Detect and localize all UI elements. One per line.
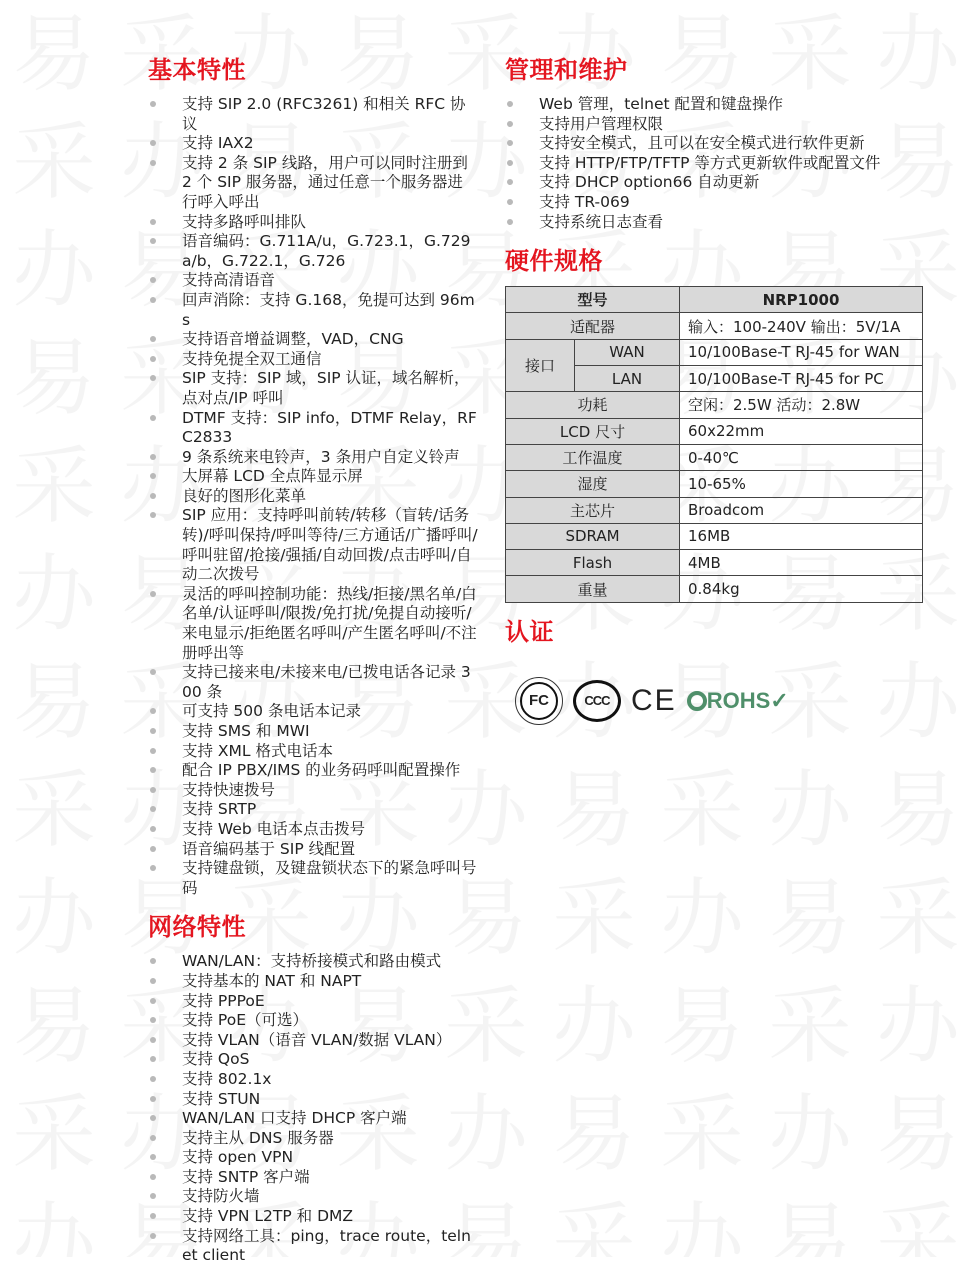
wan-label: WAN <box>575 339 680 365</box>
ccc-logo-icon: CCC <box>573 680 621 722</box>
list-item: 支持 STUN <box>148 1090 478 1110</box>
list-item: 支持 PoE（可选） <box>148 1011 478 1031</box>
list-item: 支持 VLAN（语音 VLAN/数据 VLAN） <box>148 1031 478 1051</box>
management-title: 管理和维护 <box>505 56 628 84</box>
basic-features-title: 基本特性 <box>148 56 246 84</box>
lan-label: LAN <box>575 366 680 392</box>
network-features-title: 网络特性 <box>148 913 246 942</box>
list-item: 支持 QoS <box>148 1050 478 1070</box>
table-row <box>506 418 923 444</box>
port-label: 接口 <box>506 339 575 392</box>
list-item: 支持基本的 NAT 和 NAPT <box>148 972 478 992</box>
list-item: Web 管理，telnet 配置和键盘操作 <box>505 95 925 115</box>
spec-label: Flash <box>506 550 680 576</box>
list-item: 支持主从 DNS 服务器 <box>148 1129 478 1149</box>
list-item: 支持 TR-069 <box>505 193 925 213</box>
table-row <box>506 313 923 339</box>
spec-value: 60x22mm <box>680 418 923 444</box>
spec-value: Broadcom <box>680 497 923 523</box>
list-item: 配合 IP PBX/IMS 的业务码呼叫配置操作 <box>148 761 478 781</box>
network-features-list <box>148 952 478 1266</box>
spec-value: 空闲：2.5W 活动：2.8W <box>680 392 923 418</box>
list-item: 支持 IAX2 <box>148 134 478 154</box>
table-row <box>506 471 923 497</box>
spec-value: 0-40℃ <box>680 444 923 470</box>
list-item: 支持系统日志查看 <box>505 213 925 233</box>
table-row <box>506 576 923 602</box>
list-item: SIP 支持：SIP 域，SIP 认证，域名解析，点对点/IP 呼叫 <box>148 369 478 408</box>
hardware-title: 硬件规格 <box>505 247 603 276</box>
table-row <box>506 497 923 523</box>
spec-label: 重量 <box>506 576 680 602</box>
spec-label: LCD 尺寸 <box>506 418 680 444</box>
spec-label: 功耗 <box>506 392 680 418</box>
list-item: 支持 SNTP 客户端 <box>148 1168 478 1188</box>
list-item: 支持多路呼叫排队 <box>148 213 478 233</box>
list-item: 支持语音增益调整，VAD，CNG <box>148 330 478 350</box>
spec-label: 工作温度 <box>506 444 680 470</box>
list-item: 支持高清语音 <box>148 271 478 291</box>
list-item: 支持 SIP 2.0 (RFC3261) 和相关 RFC 协议 <box>148 95 478 134</box>
list-item: DTMF 支持：SIP info，DTMF Relay，RFC2833 <box>148 409 478 448</box>
table-row <box>506 287 923 313</box>
table-row <box>506 523 923 549</box>
list-item: 语音编码：G.711A/u，G.723.1，G.729a/b，G.722.1，G.726 <box>148 232 478 271</box>
model-label: 型号 <box>506 287 680 313</box>
list-item: 支持 802.1x <box>148 1070 478 1090</box>
list-item: 支持 HTTP/FTP/TFTP 等方式更新软件或配置文件 <box>505 154 925 174</box>
model-value: NRP1000 <box>680 287 923 313</box>
wan-value: 10/100Base-T RJ-45 for WAN <box>680 339 923 365</box>
list-item: 支持 SMS 和 MWI <box>148 722 478 742</box>
list-item: 支持 PPPoE <box>148 992 478 1012</box>
adapter-label: 适配器 <box>506 313 680 339</box>
table-row <box>506 339 923 365</box>
right-column <box>505 55 925 725</box>
fcc-logo-icon: FC <box>515 677 563 725</box>
list-item: 支持 SRTP <box>148 800 478 820</box>
spec-label: 湿度 <box>506 471 680 497</box>
list-item: 支持 Web 电话本点击拨号 <box>148 820 478 840</box>
list-item: 支持防火墙 <box>148 1187 478 1207</box>
list-item: WAN/LAN：支持桥接模式和路由模式 <box>148 952 478 972</box>
list-item: 大屏幕 LCD 全点阵显示屏 <box>148 467 478 487</box>
list-item: WAN/LAN 口支持 DHCP 客户端 <box>148 1109 478 1129</box>
list-item: 回声消除：支持 G.168，免提可达到 96ms <box>148 291 478 330</box>
list-item: 支持 2 条 SIP 线路，用户可以同时注册到 2 个 SIP 服务器，通过任意一个服务器进行呼入呼出 <box>148 154 478 213</box>
list-item: 支持 VPN L2TP 和 DMZ <box>148 1207 478 1227</box>
hardware-spec-table <box>505 286 923 603</box>
spec-label: 主芯片 <box>506 497 680 523</box>
list-item: 支持网络工具：ping，trace route，telnet client <box>148 1227 478 1266</box>
table-row <box>506 550 923 576</box>
basic-features-list <box>148 95 478 898</box>
management-list <box>505 95 925 232</box>
list-item: 支持安全模式，且可以在安全模式进行软件更新 <box>505 134 925 154</box>
list-item: 支持键盘锁，及键盘锁状态下的紧急呼叫号码 <box>148 859 478 898</box>
spec-value: 4MB <box>680 550 923 576</box>
list-item: 支持 DHCP option66 自动更新 <box>505 173 925 193</box>
lan-value: 10/100Base-T RJ-45 for PC <box>680 366 923 392</box>
list-item: 良好的图形化菜单 <box>148 487 478 507</box>
ce-logo-icon: CE <box>631 683 677 717</box>
table-row <box>506 444 923 470</box>
list-item: 支持 XML 格式电话本 <box>148 742 478 762</box>
list-item: 支持 open VPN <box>148 1148 478 1168</box>
cert-title: 认证 <box>505 617 554 646</box>
list-item: 灵活的呼叫控制功能：热线/拒接/黑名单/白名单/认证呼叫/限拨/免打扰/免提自动接听/来电显示/拒绝匿名呼叫/产生匿名呼叫/不注册呼出等 <box>148 585 478 663</box>
list-item: 支持用户管理权限 <box>505 115 925 135</box>
list-item: 支持免提全双工通信 <box>148 350 478 370</box>
adapter-value: 输入：100-240V 输出：5V/1A <box>680 313 923 339</box>
list-item: 支持已接来电/未接来电/已拨电话各记录 300 条 <box>148 663 478 702</box>
left-column <box>148 55 478 1266</box>
spec-label: SDRAM <box>506 523 680 549</box>
rohs-logo-icon: ROHS✓ <box>687 688 789 714</box>
list-item: SIP 应用：支持呼叫前转/转移（盲转/话务转)/呼叫保持/呼叫等待/三方通话/广播呼叫/呼叫驻留/抢接/强插/自动回拨/点击呼叫/自动二次拨号 <box>148 506 478 584</box>
list-item: 语音编码基于 SIP 线配置 <box>148 840 478 860</box>
spec-value: 16MB <box>680 523 923 549</box>
list-item: 支持快速拨号 <box>148 781 478 801</box>
spec-value: 10-65% <box>680 471 923 497</box>
cert-logos <box>505 677 925 725</box>
list-item: 9 条系统来电铃声，3 条用户自定义铃声 <box>148 448 478 468</box>
spec-value: 0.84kg <box>680 576 923 602</box>
table-row <box>506 392 923 418</box>
list-item: 可支持 500 条电话本记录 <box>148 702 478 722</box>
